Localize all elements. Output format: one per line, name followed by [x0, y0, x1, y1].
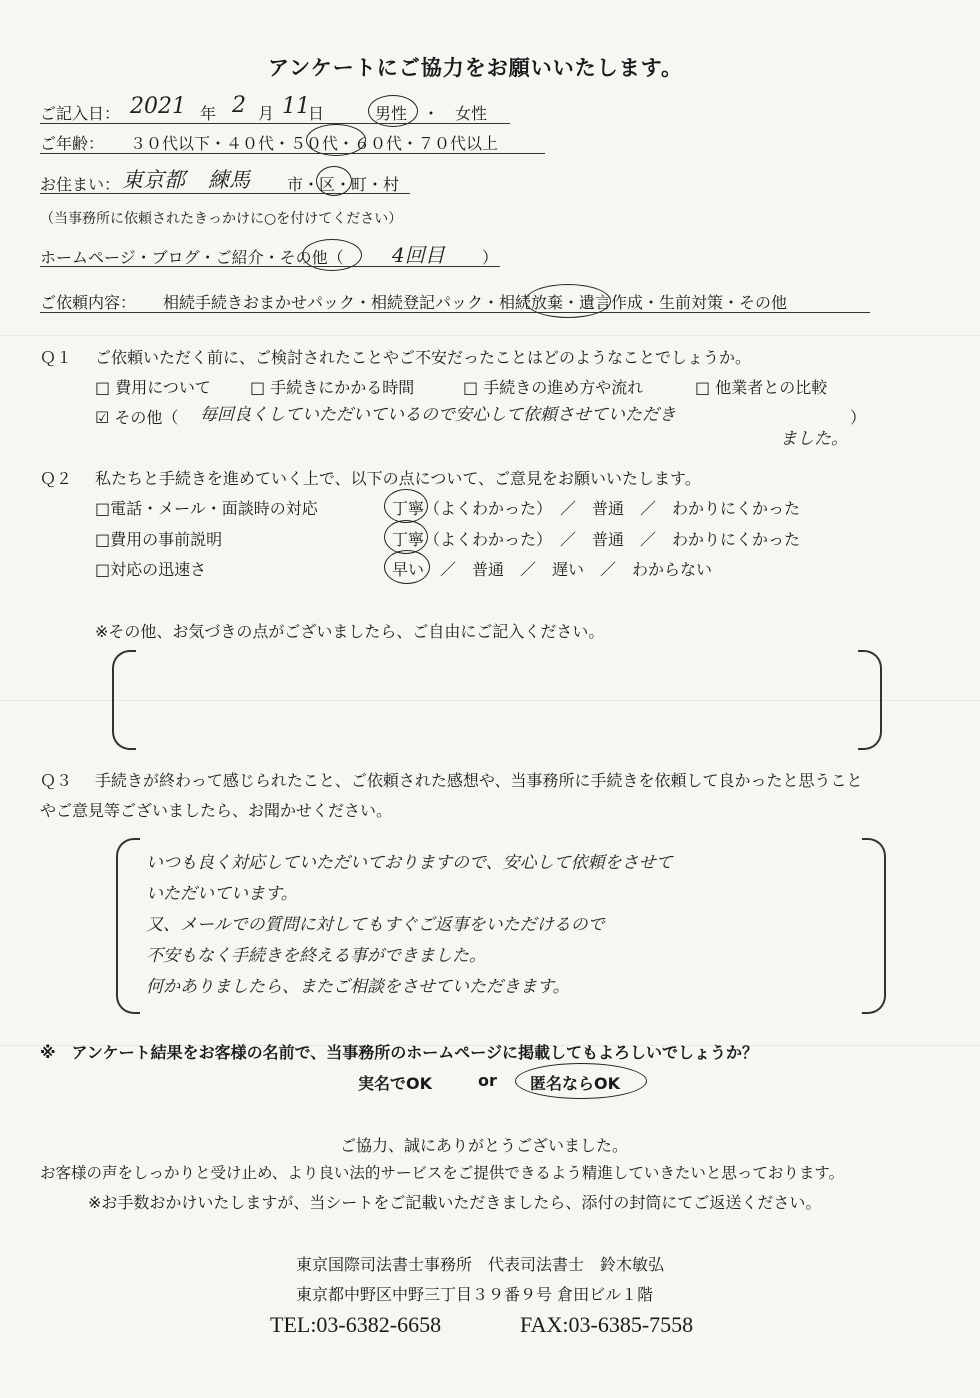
address-selected-circle	[316, 166, 352, 196]
publish-or: or	[478, 1071, 497, 1090]
q3-answer-line: 不安もなく手続きを終える事ができました。	[146, 946, 486, 966]
age-options: ３０代以下・４０代・５０代・６０代・７０代以上	[130, 134, 499, 153]
request-options: 相続手続きおまかせパック・相続登記パック・相続放棄・遺言作成・生前対策・その他	[163, 293, 788, 312]
publish-selected-circle	[515, 1063, 647, 1099]
q2-question: 私たちと手続きを進めていく上で、以下の点について、ご意見をお願いいたします。	[95, 469, 701, 488]
request-label: ご依頼内容：	[40, 293, 137, 312]
q3-answer-line: いただいています。	[146, 884, 298, 904]
return-note: ※お手数おかけいたしますが、当シートをご記載いただきましたら、添付の封筒にてご返送ください。	[88, 1193, 822, 1212]
date-label: ご記入日：	[40, 104, 121, 123]
survey-title: アンケートにご協力をお願いいたします。	[268, 56, 684, 80]
q1-question: ご依頼いただく前に、ご検討されたことやご不安だったことはどのようなことでしょうか。	[95, 348, 752, 367]
closing-message: お客様の声をしっかりと受け止め、より良い法的サービスをご提供できるよう精進していきたいと思っております。	[40, 1164, 845, 1182]
q3-answer-box-right	[862, 838, 886, 1014]
q3-answer-line: いつも良く対応していただいておりますので、安心して依頼をさせて	[146, 853, 673, 873]
address-city-value: 練馬	[208, 168, 250, 192]
q2-free-comment-note: ※その他、お気づきの点がございましたら、ご自由にご記入ください。	[95, 622, 605, 641]
q3-number: Ｑ３	[40, 771, 73, 790]
office-tel: TEL:03-6382-6658	[270, 1312, 442, 1337]
q2-speed-selected-circle	[384, 550, 430, 584]
q2-choices-cost-explanation: 丁寧（よくわかった） ／ 普通 ／ わかりにくかった	[392, 530, 801, 549]
trigger-underline	[40, 266, 500, 267]
address-underline	[40, 193, 410, 194]
q3-answer-line: 又、メールでの質問に対してもすぐご返事をいただけるので	[146, 915, 605, 935]
q1-option-time: □ 手続きにかかる時間	[250, 378, 415, 397]
q1-option-cost: □ 費用について	[95, 378, 211, 397]
request-underline	[40, 312, 870, 313]
q2-comment-box-left	[112, 650, 136, 750]
publish-question: ※ アンケート結果をお客様の名前で、当事務所のホームページに掲載してもよろしいでしょうか？	[40, 1043, 758, 1062]
date-day-value: 11	[282, 94, 310, 119]
q1-other-close-paren: ）	[850, 408, 867, 427]
publish-option-real-name: 実名でOK	[358, 1074, 433, 1093]
year-unit: 年	[200, 104, 217, 123]
trigger-instruction: （当事務所に依頼されたきっかけに○を付けてください）	[40, 211, 403, 227]
q1-option-process: □ 手続きの進め方や流れ	[463, 378, 644, 397]
q3-question-line1: 手続きが終わって感じられたこと、ご依頼された感想や、当事務所に手続きを依頼して良かったと思うこと	[95, 771, 863, 790]
trigger-close-paren: ）	[482, 248, 499, 267]
date-month-value: 2	[232, 93, 246, 118]
paper-fold-line	[0, 335, 980, 336]
q1-other-answer: 毎回良くしていただいているので安心して依頼させていただき	[200, 405, 676, 425]
address-prefecture-value: 東京都	[122, 168, 185, 192]
q2-number: Ｑ２	[40, 469, 73, 488]
date-underline	[40, 123, 510, 124]
month-unit: 月	[258, 104, 275, 123]
q2-cost-explanation-selected-circle	[384, 520, 428, 554]
thanks-message: ご協力、誠にありがとうございました。	[340, 1136, 629, 1155]
q1-option-comparison: □ 他業者との比較	[695, 378, 828, 397]
q3-answer-line: 何かありましたら、またご相談をさせていただきます。	[146, 977, 570, 997]
q2-comment-box-right	[858, 650, 882, 750]
address-label: お住まい：	[40, 175, 121, 194]
date-year-value: 2021	[130, 94, 186, 119]
q2-choices-speed: 早い ／ 普通 ／ 遅い ／ わからない	[392, 560, 713, 579]
paper-fold-line	[0, 700, 980, 701]
age-label: ご年齢：	[40, 134, 105, 153]
age-selected-circle	[306, 124, 366, 156]
office-name: 東京国際司法書士事務所 代表司法書士 鈴木敏弘	[296, 1255, 665, 1274]
q1-number: Ｑ１	[40, 348, 73, 367]
q2-item-speed: □対応の迅速さ	[95, 560, 207, 579]
q1-other-answer-cont: ました。	[780, 429, 848, 449]
q2-item-cost-explanation: □費用の事前説明	[95, 530, 223, 549]
trigger-options: ホームページ・ブログ・ご紹介・その他（	[40, 248, 344, 267]
gender-options: 男性 ・ 女性	[375, 104, 488, 123]
address-type-options: 市・区・町・村	[287, 175, 400, 194]
publish-option-anonymous: 匿名ならOK	[530, 1074, 621, 1093]
day-unit: 日	[308, 104, 325, 123]
office-fax: FAX:03-6385-7558	[520, 1312, 694, 1337]
q2-item-communication: □電話・メール・面談時の対応	[95, 499, 318, 518]
office-address: 東京都中野区中野三丁目３９番９号 倉田ビル１階	[296, 1285, 654, 1304]
q1-option-other: ☑ その他（	[95, 408, 179, 427]
q2-choices-communication: 丁寧（よくわかった） ／ 普通 ／ わかりにくかった	[392, 499, 801, 518]
q3-answer-box-left	[116, 838, 140, 1014]
q2-communication-selected-circle	[384, 489, 428, 523]
age-underline	[40, 153, 545, 154]
q3-question-line2: やご意見等ございましたら、お聞かせください。	[40, 801, 393, 820]
trigger-other-value: 4回目	[392, 243, 445, 267]
